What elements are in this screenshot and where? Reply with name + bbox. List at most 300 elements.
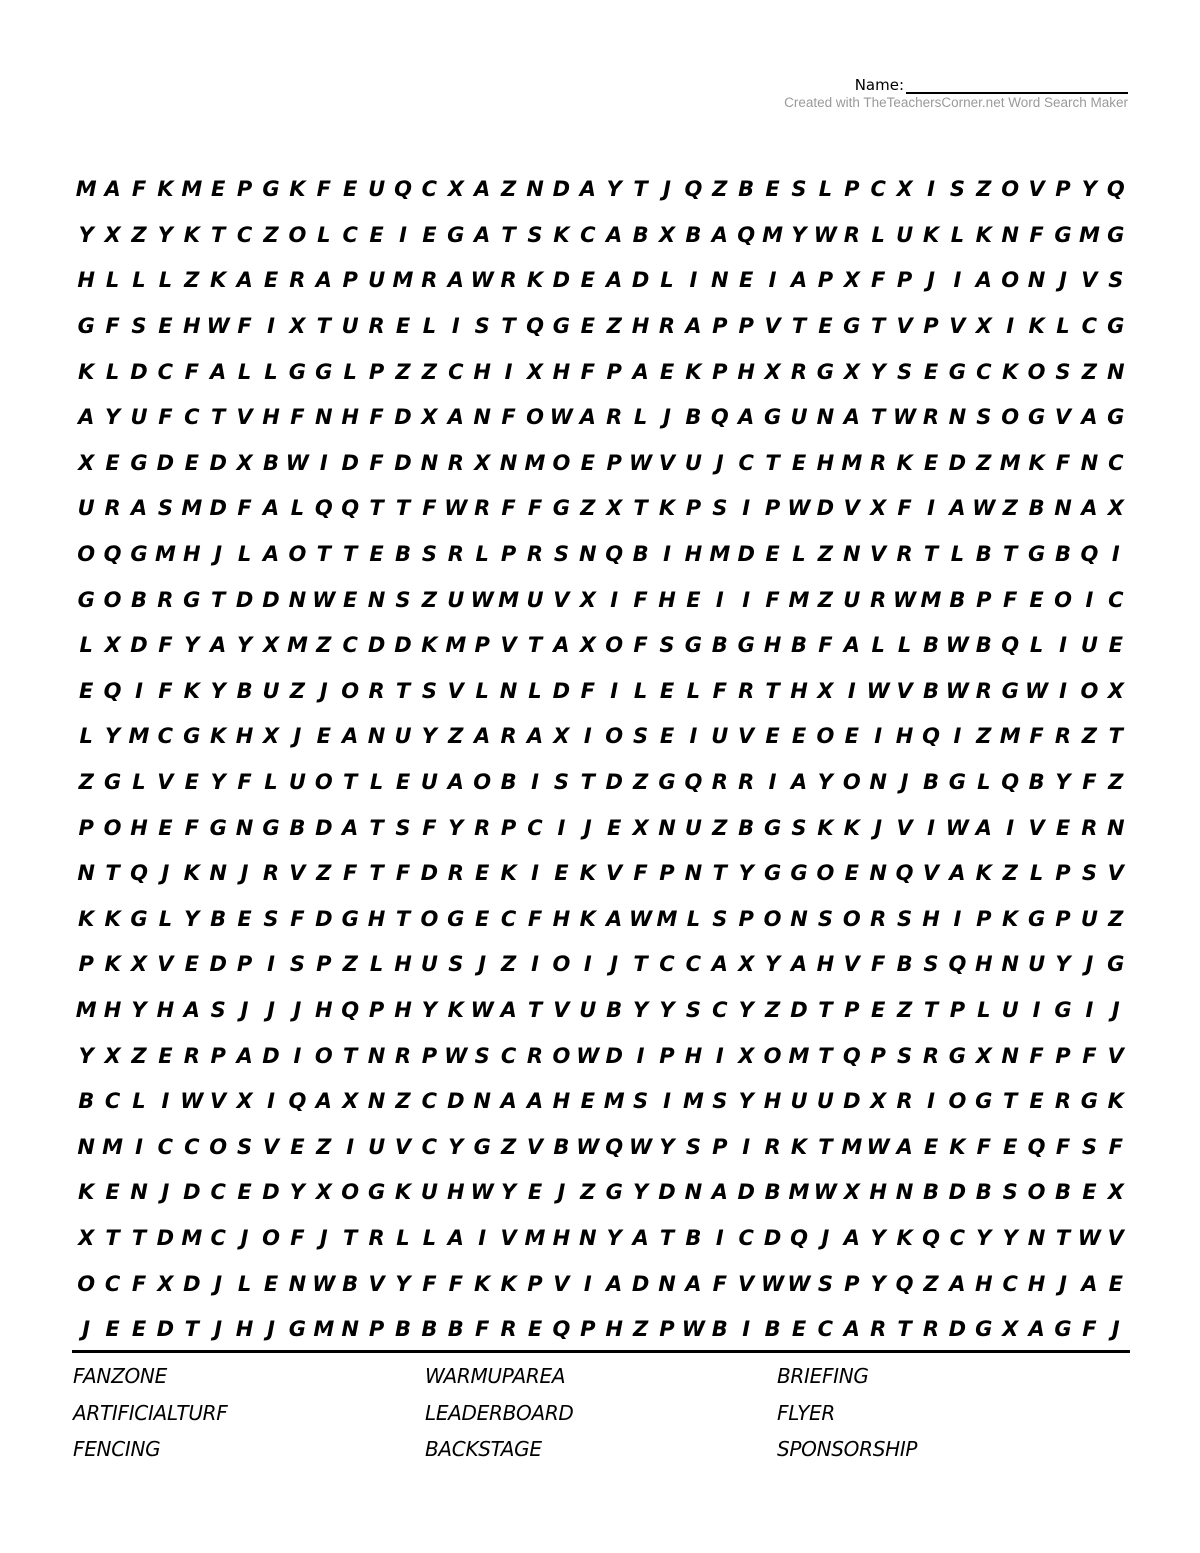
grid-letter: S <box>395 587 411 612</box>
grid-letter: E <box>158 314 173 339</box>
grid-letter: E <box>316 724 331 749</box>
grid-letter: L <box>237 542 252 567</box>
grid-letter: O <box>1001 268 1020 293</box>
grid-letter: E <box>263 1271 279 1296</box>
grid-letter: Z <box>395 1089 411 1114</box>
grid-letter: E <box>1029 587 1044 612</box>
grid-letter: Z <box>817 542 833 567</box>
grid-letter: L <box>871 222 885 247</box>
word-list-item: ARTIFICIALTURF <box>73 1400 228 1425</box>
grid-letter: N <box>895 1180 914 1205</box>
grid-letter: J <box>240 861 249 886</box>
grid-letter: P <box>368 1317 385 1342</box>
grid-letter: K <box>896 450 913 475</box>
grid-letter: I <box>927 1089 935 1114</box>
grid-letter: Y <box>1055 952 1071 977</box>
grid-letter: N <box>341 1317 359 1342</box>
grid-letter: B <box>1028 770 1045 795</box>
grid-letter: W <box>866 678 890 703</box>
grid-letter: I <box>531 861 539 886</box>
grid-letter: F <box>369 450 384 475</box>
grid-letter: S <box>1002 1180 1018 1205</box>
grid-letter: C <box>1108 450 1124 475</box>
grid-letter: N <box>1080 450 1099 475</box>
grid-letter: F <box>712 1271 727 1296</box>
grid-letter: T <box>712 861 727 886</box>
grid-letter: U <box>368 177 386 202</box>
grid-letter: D <box>447 1089 465 1114</box>
grid-letter: S <box>210 997 226 1022</box>
grid-letter: G <box>1107 405 1125 430</box>
grid-letter: D <box>658 1180 676 1205</box>
grid-letter: U <box>1001 997 1019 1022</box>
grid-letter: K <box>843 815 860 840</box>
grid-letter: W <box>629 906 653 931</box>
grid-letter: E <box>554 861 569 886</box>
grid-letter: D <box>737 1180 755 1205</box>
grid-letter: I <box>1032 997 1041 1022</box>
grid-letter: F <box>131 177 147 202</box>
grid-letter: G <box>843 314 861 339</box>
grid-letter: K <box>553 222 570 247</box>
grid-letter: S <box>712 906 728 931</box>
grid-letter: I <box>531 952 539 977</box>
grid-letter: T <box>765 678 780 703</box>
grid-letter: D <box>948 1317 967 1342</box>
grid-letter: J <box>1111 1317 1120 1342</box>
grid-letter: T <box>343 1225 358 1250</box>
grid-letter: E <box>184 952 199 977</box>
grid-letter: P <box>580 1317 596 1342</box>
grid-letter: B <box>685 405 702 430</box>
grid-letter: O <box>209 1134 228 1159</box>
grid-letter: B <box>447 1317 464 1342</box>
grid-letter: V <box>236 405 253 430</box>
grid-letter: A <box>78 405 95 430</box>
grid-letter: L <box>369 770 384 795</box>
grid-letter: F <box>290 405 305 430</box>
grid-letter: S <box>1055 359 1071 384</box>
grid-letter: Y <box>738 861 754 886</box>
grid-letter: C <box>421 1134 438 1159</box>
grid-letter: R <box>447 542 464 567</box>
grid-letter: H <box>895 724 914 749</box>
grid-letter: P <box>712 1134 728 1159</box>
grid-letter: T <box>923 997 939 1022</box>
grid-letter: S <box>474 1043 490 1068</box>
grid-letter: X <box>1107 496 1124 521</box>
grid-letter: E <box>211 177 226 202</box>
grid-letter: N <box>948 405 967 430</box>
grid-letter: T <box>791 314 807 339</box>
grid-letter: F <box>237 496 252 521</box>
grid-letter: M <box>788 1180 810 1205</box>
grid-letter: H <box>103 997 122 1022</box>
grid-letter: A <box>500 997 517 1022</box>
grid-letter: H <box>77 268 95 293</box>
grid-letter: T <box>1003 542 1018 567</box>
grid-letter: D <box>394 450 412 475</box>
grid-letter: D <box>394 633 412 658</box>
grid-letter: P <box>78 952 94 977</box>
grid-letter: B <box>711 1317 728 1342</box>
grid-letter: B <box>922 1180 939 1205</box>
grid-letter: K <box>896 1225 913 1250</box>
grid-letter: V <box>210 1089 227 1114</box>
grid-letter: I <box>715 1043 724 1068</box>
grid-letter: G <box>1027 405 1046 430</box>
grid-letter: Z <box>1081 359 1097 384</box>
grid-letter: H <box>341 405 359 430</box>
grid-letter: J <box>1111 997 1120 1022</box>
grid-letter: B <box>1054 1180 1071 1205</box>
grid-letter: P <box>659 861 675 886</box>
grid-letter: C <box>1081 314 1098 339</box>
grid-letter: B <box>685 1225 702 1250</box>
grid-letter: A <box>606 906 623 931</box>
grid-letter: A <box>579 177 596 202</box>
grid-letter: D <box>631 268 650 293</box>
grid-letter: V <box>896 678 913 703</box>
grid-letter: E <box>343 587 358 612</box>
grid-letter: C <box>104 1089 121 1114</box>
grid-letter: L <box>158 906 173 931</box>
grid-letter: F <box>316 177 331 202</box>
grid-letter: K <box>579 861 596 886</box>
grid-letter: G <box>315 359 333 384</box>
grid-letter: I <box>1085 997 1094 1022</box>
grid-letter: V <box>500 1225 517 1250</box>
grid-letter: L <box>237 1271 252 1296</box>
grid-letter: N <box>499 678 518 703</box>
grid-letter: L <box>686 906 701 931</box>
grid-letter: Q <box>922 724 940 749</box>
grid-letter: X <box>289 314 306 339</box>
grid-letter: Z <box>817 587 833 612</box>
grid-letter: K <box>579 906 596 931</box>
grid-letter: Y <box>1081 177 1097 202</box>
grid-letter: H <box>262 405 280 430</box>
grid-letter: F <box>237 314 252 339</box>
grid-letter: Y <box>104 724 121 749</box>
grid-letter: I <box>742 587 751 612</box>
grid-letter: I <box>478 1225 487 1250</box>
grid-letter: X <box>579 587 596 612</box>
grid-letter: H <box>763 1089 782 1114</box>
grid-letter: Y <box>184 906 200 931</box>
grid-letter: Q <box>341 997 360 1022</box>
grid-letter: A <box>711 1180 728 1205</box>
grid-letter: W <box>576 1134 600 1159</box>
grid-letter: E <box>739 268 754 293</box>
grid-letter: U <box>1028 952 1046 977</box>
grid-letter: W <box>1077 1225 1101 1250</box>
grid-letter: A <box>183 997 200 1022</box>
grid-letter: I <box>636 1043 645 1068</box>
grid-letter: S <box>897 906 913 931</box>
grid-letter: V <box>553 997 570 1022</box>
grid-letter: D <box>262 1180 280 1205</box>
name-line <box>648 72 1128 94</box>
grid-letter: N <box>1107 359 1125 384</box>
grid-letter: H <box>394 952 412 977</box>
grid-letter: S <box>897 359 913 384</box>
grid-letter: G <box>473 1134 491 1159</box>
grid-letter: B <box>975 542 992 567</box>
grid-letter: H <box>975 1271 993 1296</box>
grid-letter: O <box>816 724 835 749</box>
grid-letter: S <box>1081 1134 1097 1159</box>
grid-letter: K <box>78 906 95 931</box>
grid-letter: W <box>549 405 573 430</box>
grid-letter: M <box>181 1225 203 1250</box>
grid-letter: F <box>633 587 648 612</box>
grid-letter: S <box>712 496 728 521</box>
grid-letter: E <box>791 450 807 475</box>
grid-letter: K <box>157 177 174 202</box>
grid-letter: F <box>1003 587 1018 612</box>
grid-letter: V <box>922 861 940 886</box>
grid-letter: K <box>183 222 200 247</box>
grid-letter: Z <box>316 1134 332 1159</box>
grid-letter: T <box>369 861 384 886</box>
grid-letter: F <box>1029 222 1044 247</box>
grid-letter: F <box>448 1271 463 1296</box>
grid-letter: F <box>369 405 384 430</box>
grid-letter: N <box>1027 268 1046 293</box>
grid-letter: A <box>447 405 464 430</box>
grid-letter: R <box>500 1317 517 1342</box>
grid-letter: D <box>209 496 227 521</box>
grid-letter: Y <box>817 770 833 795</box>
grid-letter: C <box>712 997 728 1022</box>
grid-letter: L <box>132 268 146 293</box>
grid-letter: G <box>262 177 280 202</box>
grid-letter: B <box>738 177 755 202</box>
grid-letter: R <box>896 542 913 567</box>
grid-letter: T <box>211 222 226 247</box>
grid-letter: R <box>104 496 121 521</box>
grid-letter: U <box>262 678 280 703</box>
grid-letter: B <box>500 770 517 795</box>
grid-letter: S <box>263 906 279 931</box>
grid-letter: Y <box>448 815 464 840</box>
grid-letter: K <box>922 222 940 247</box>
grid-letter: M <box>841 450 863 475</box>
grid-letter: E <box>765 724 780 749</box>
grid-letter: G <box>605 1180 623 1205</box>
grid-letter: N <box>658 1271 676 1296</box>
grid-letter: I <box>927 496 935 521</box>
grid-letter: I <box>610 678 619 703</box>
grid-letter: P <box>659 1043 675 1068</box>
grid-letter: C <box>1002 1271 1018 1296</box>
grid-letter: Q <box>895 861 914 886</box>
grid-letter: A <box>790 770 808 795</box>
grid-letter: L <box>792 542 806 567</box>
grid-letter: X <box>1107 678 1124 703</box>
grid-letter: O <box>816 861 835 886</box>
grid-letter: Z <box>131 1043 147 1068</box>
grid-letter: O <box>842 770 861 795</box>
grid-letter: D <box>315 906 333 931</box>
grid-letter: A <box>210 359 227 384</box>
word-list-item: BRIEFING <box>777 1364 869 1389</box>
grid-letter: T <box>765 450 780 475</box>
grid-letter: T <box>369 815 384 840</box>
grid-letter: U <box>368 1134 386 1159</box>
grid-letter: X <box>870 1089 887 1114</box>
grid-letter: X <box>632 815 649 840</box>
grid-letter: M <box>102 1134 124 1159</box>
grid-letter: O <box>103 587 122 612</box>
grid-letter: H <box>816 450 835 475</box>
grid-letter: X <box>606 496 623 521</box>
grid-letter: Q <box>605 1134 624 1159</box>
grid-letter: D <box>367 633 386 658</box>
grid-letter: L <box>422 1225 437 1250</box>
name-label: Name: <box>854 76 904 94</box>
grid-letter: M <box>999 724 1021 749</box>
grid-letter: T <box>818 1134 833 1159</box>
grid-letter: P <box>949 997 966 1022</box>
grid-letter: R <box>368 1225 385 1250</box>
grid-letter: F <box>422 496 437 521</box>
grid-letter: F <box>501 496 516 521</box>
grid-letter: A <box>606 222 623 247</box>
grid-letter: M <box>181 496 203 521</box>
grid-letter: E <box>1108 633 1123 658</box>
grid-letter: J <box>161 1180 170 1205</box>
grid-letter: B <box>975 633 992 658</box>
grid-letter: O <box>948 1089 967 1114</box>
grid-letter: Y <box>500 1180 517 1205</box>
grid-letter: U <box>394 724 412 749</box>
grid-letter: S <box>527 222 543 247</box>
grid-letter: A <box>685 1271 702 1296</box>
grid-letter: V <box>870 542 887 567</box>
grid-letter: K <box>1107 1089 1124 1114</box>
grid-letter: A <box>553 633 570 658</box>
grid-letter: E <box>237 1180 252 1205</box>
grid-letter: R <box>500 268 517 293</box>
grid-letter: T <box>395 906 411 931</box>
word-list-item: FLYER <box>777 1400 835 1425</box>
grid-letter: X <box>236 450 253 475</box>
grid-letter: G <box>737 633 755 658</box>
grid-letter: T <box>580 770 595 795</box>
grid-letter: Z <box>289 678 305 703</box>
grid-letter: M <box>682 1089 704 1114</box>
grid-letter: L <box>105 268 120 293</box>
grid-letter: B <box>421 1317 438 1342</box>
grid-letter: I <box>715 587 724 612</box>
grid-letter: R <box>368 678 385 703</box>
grid-letter: Q <box>684 770 703 795</box>
name-blank-field[interactable] <box>906 74 1128 94</box>
grid-letter: Z <box>1002 496 1018 521</box>
grid-letter: E <box>923 1134 939 1159</box>
grid-letter: H <box>1027 1271 1046 1296</box>
grid-letter: N <box>288 587 307 612</box>
grid-letter: A <box>315 1089 332 1114</box>
grid-letter: F <box>712 678 727 703</box>
grid-letter: E <box>237 906 252 931</box>
grid-letter: J <box>663 405 671 430</box>
grid-letter: L <box>950 222 965 247</box>
grid-letter: L <box>475 542 489 567</box>
grid-letter: G <box>209 815 227 840</box>
grid-letter: S <box>633 724 649 749</box>
grid-letter: C <box>184 405 200 430</box>
grid-letter: B <box>210 906 227 931</box>
grid-letter: A <box>632 1225 649 1250</box>
grid-letter: V <box>394 1134 412 1159</box>
grid-letter: K <box>1028 450 1045 475</box>
letter-grid <box>73 167 1129 1352</box>
grid-letter: B <box>685 222 702 247</box>
grid-letter: K <box>183 861 200 886</box>
grid-letter: F <box>1108 1134 1123 1159</box>
grid-letter: K <box>526 268 544 293</box>
grid-letter: K <box>500 1271 517 1296</box>
grid-letter: H <box>552 1089 571 1114</box>
grid-letter: O <box>288 222 307 247</box>
grid-letter: B <box>236 678 253 703</box>
grid-letter: Y <box>791 222 807 247</box>
grid-letter: I <box>927 815 935 840</box>
grid-letter: E <box>659 724 675 749</box>
grid-letter: V <box>896 314 913 339</box>
grid-letter: K <box>1028 314 1045 339</box>
grid-letter: X <box>104 222 121 247</box>
grid-letter: H <box>394 997 412 1022</box>
grid-letter: Z <box>78 770 94 795</box>
grid-letter: C <box>976 359 992 384</box>
grid-letter: Z <box>1081 724 1097 749</box>
worksheet-header <box>648 72 1128 110</box>
grid-letter: K <box>658 496 676 521</box>
grid-letter: P <box>817 268 834 293</box>
grid-letter: S <box>421 678 437 703</box>
grid-letter: B <box>896 952 913 977</box>
grid-letter: N <box>1054 496 1072 521</box>
grid-letter: E <box>527 1317 543 1342</box>
grid-letter: X <box>738 952 755 977</box>
grid-letter: W <box>945 815 969 840</box>
grid-letter: H <box>605 1317 623 1342</box>
grid-letter: Z <box>632 770 649 795</box>
grid-letter: P <box>474 633 490 658</box>
grid-letter: B <box>632 542 649 567</box>
grid-letter: X <box>553 724 570 749</box>
grid-letter: I <box>451 314 460 339</box>
grid-letter: F <box>131 1271 147 1296</box>
grid-letter: E <box>184 770 199 795</box>
grid-letter: W <box>972 496 996 521</box>
grid-letter: A <box>949 1271 966 1296</box>
grid-letter: C <box>210 1225 226 1250</box>
grid-letter: W <box>470 1180 494 1205</box>
grid-letter: U <box>790 1089 808 1114</box>
grid-letter: V <box>1107 1043 1124 1068</box>
grid-letter: S <box>553 770 569 795</box>
grid-letter: V <box>738 1271 755 1296</box>
grid-letter: Y <box>210 770 226 795</box>
grid-letter: G <box>552 314 571 339</box>
grid-letter: R <box>474 496 491 521</box>
grid-letter: B <box>1054 542 1071 567</box>
